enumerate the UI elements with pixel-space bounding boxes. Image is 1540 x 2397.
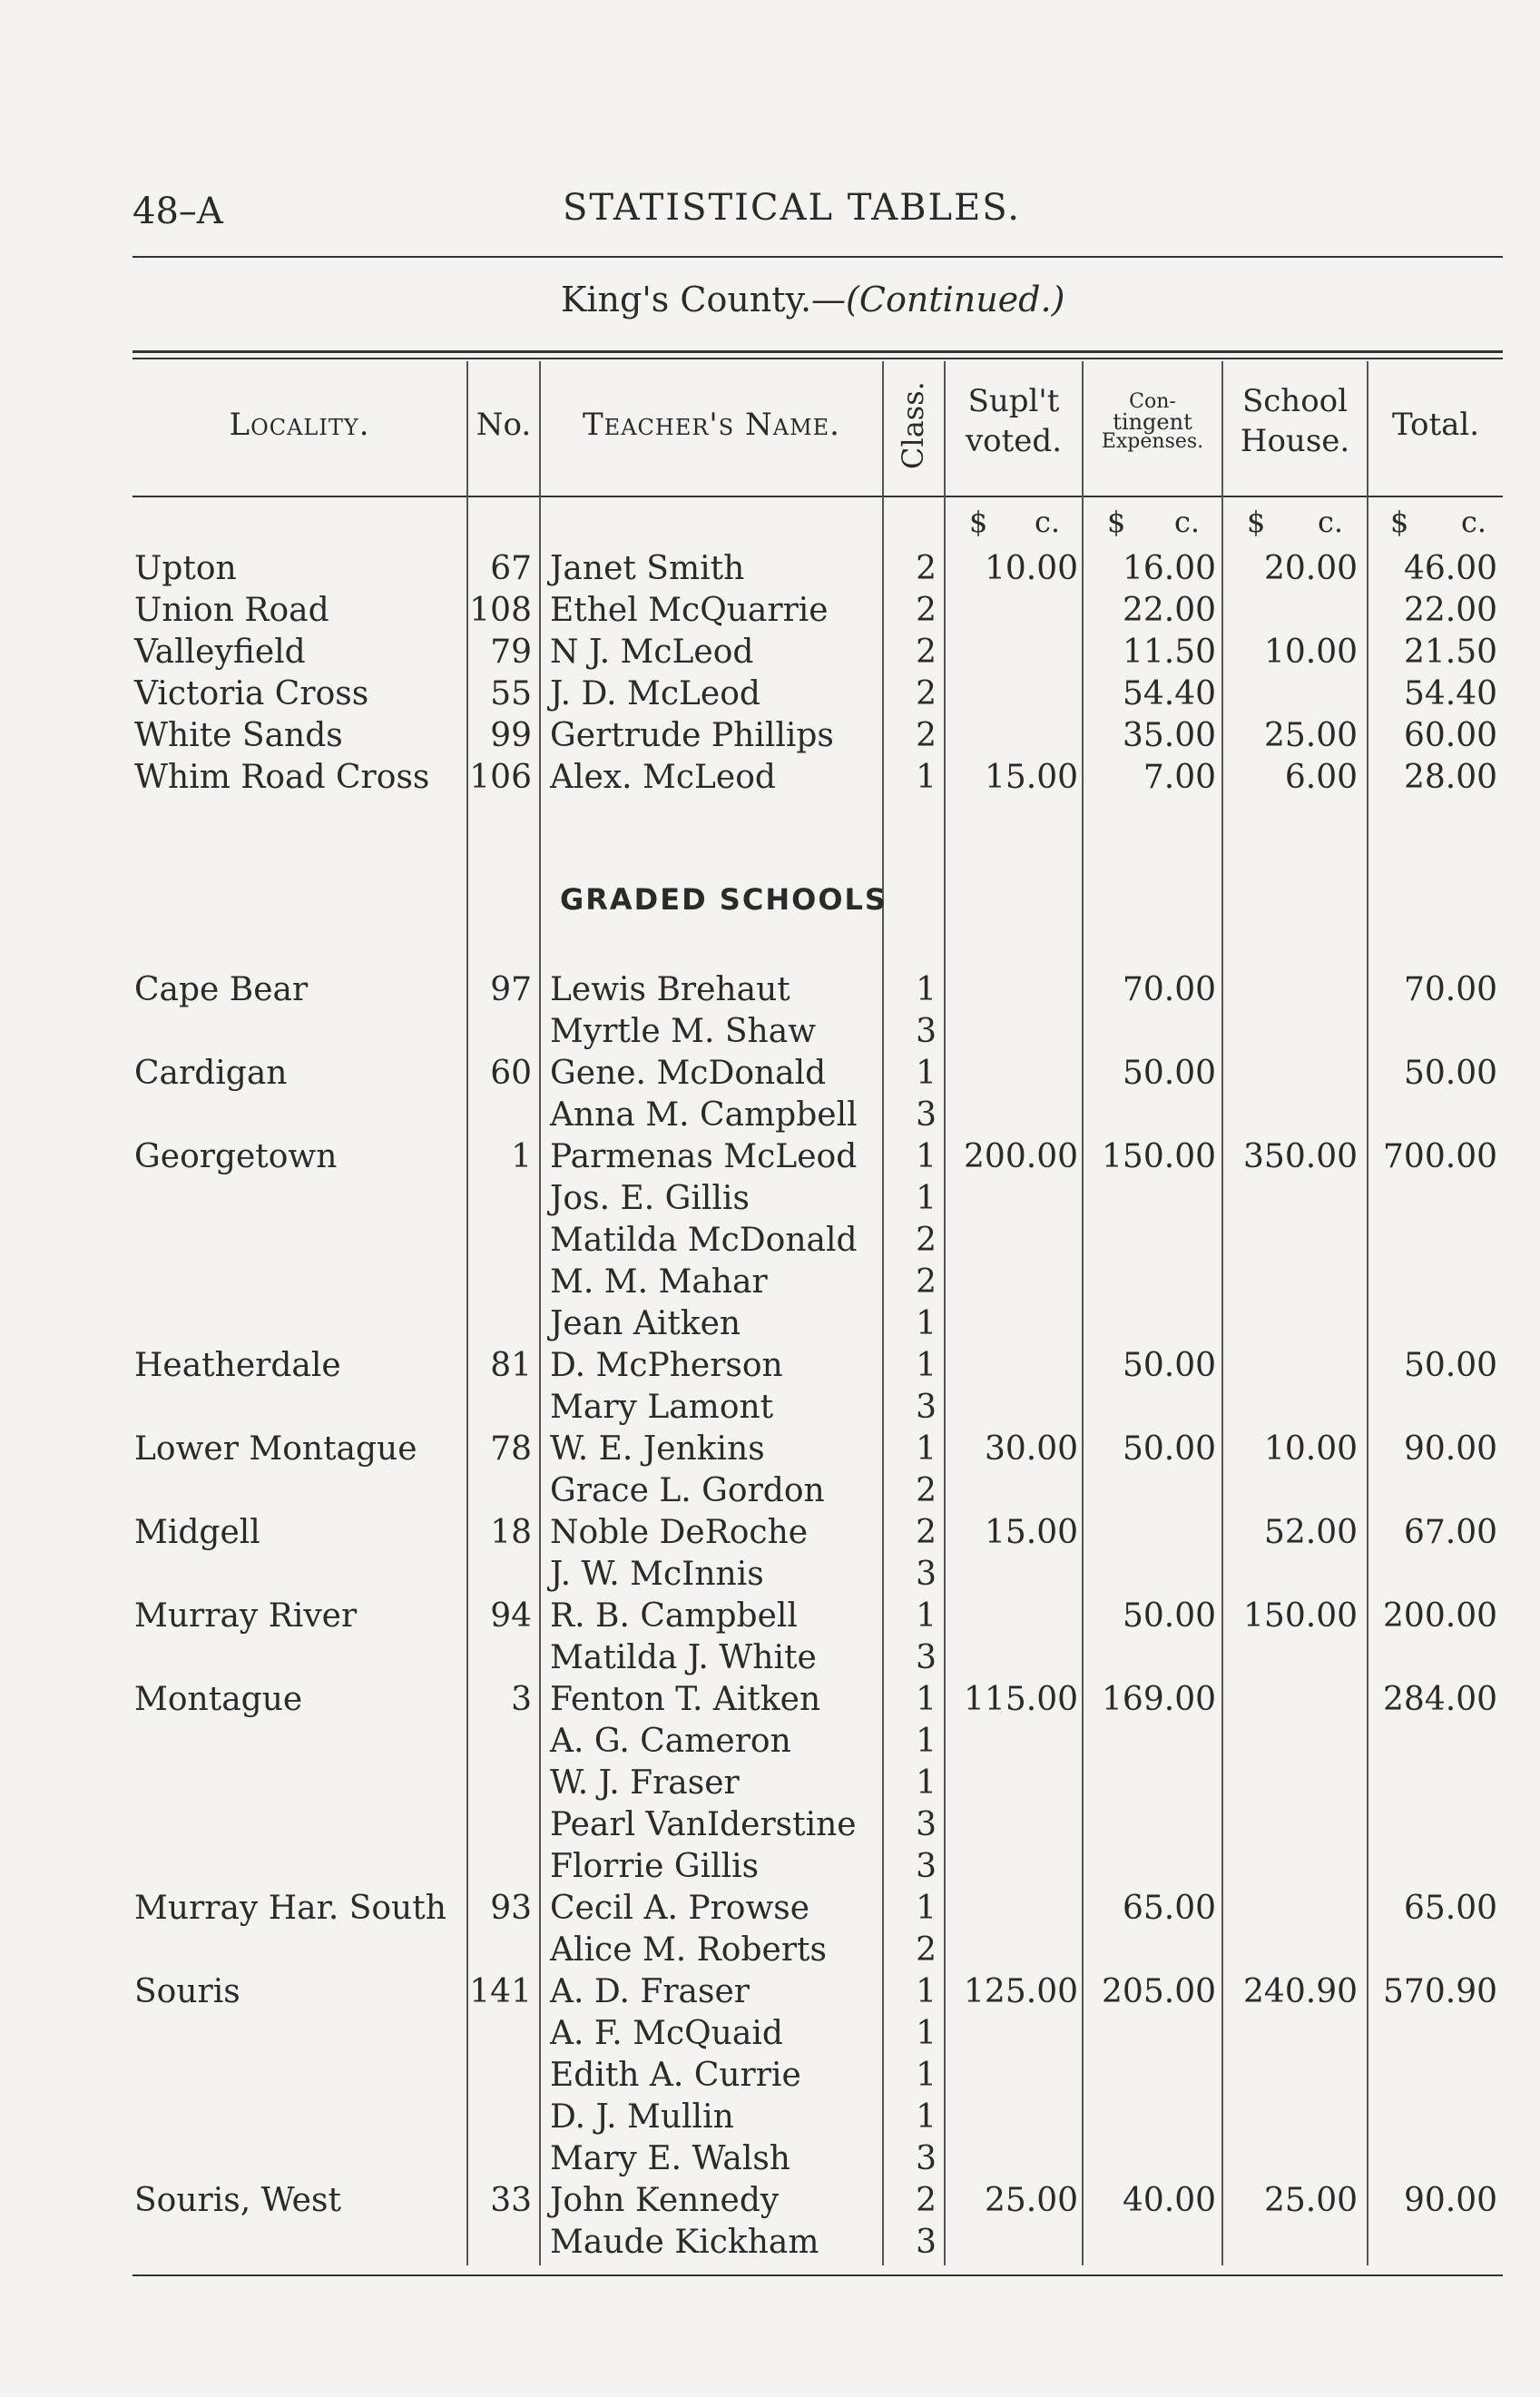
cell-total: 54.40 <box>1403 675 1497 712</box>
cell-contingent: 150.00 <box>1102 1138 1216 1175</box>
cell-total: 90.00 <box>1403 2182 1497 2219</box>
cell-school: 25.00 <box>1263 2182 1358 2219</box>
unit-dollar-total: $ <box>1390 505 1409 539</box>
cell-no: 97 <box>490 971 532 1008</box>
cell-class: 2 <box>916 1931 937 1969</box>
header-suplt-line2: voted. <box>965 423 1063 459</box>
cell-locality: Valleyfield <box>134 634 306 671</box>
cell-contingent: 50.00 <box>1122 1430 1216 1468</box>
cell-class: 1 <box>916 1890 937 1927</box>
cell-no: 106 <box>469 759 532 796</box>
header-school-line2: House. <box>1240 423 1350 459</box>
cell-school: 52.00 <box>1263 1514 1358 1551</box>
cell-teacher: Pearl VanIderstine <box>550 1806 857 1843</box>
cell-teacher: D. J. Mullin <box>550 2098 734 2136</box>
header-suplt-line1: Supl't <box>967 383 1060 419</box>
unit-cents-contingent: c. <box>1174 505 1201 539</box>
cell-class: 1 <box>916 1430 937 1468</box>
cell-locality: Heatherdale <box>134 1347 341 1384</box>
cell-teacher: Ethel McQuarrie <box>550 592 829 629</box>
col-divider-class <box>882 361 884 2265</box>
cell-teacher: Gene. McDonald <box>550 1055 827 1092</box>
cell-locality: Victoria Cross <box>134 675 369 712</box>
cell-class: 1 <box>916 2098 937 2136</box>
cell-contingent: 50.00 <box>1122 1055 1216 1092</box>
unit-dollar-school: $ <box>1247 505 1266 539</box>
header-contingent-line1: Con- <box>1129 390 1176 413</box>
cell-contingent: 50.00 <box>1122 1597 1216 1635</box>
cell-school: 240.90 <box>1243 1973 1358 2010</box>
cell-contingent: 11.50 <box>1122 634 1216 671</box>
cell-total: 60.00 <box>1403 717 1497 754</box>
cell-class: 2 <box>916 675 937 712</box>
cell-no: 18 <box>490 1514 532 1551</box>
cell-class: 1 <box>916 1681 937 1718</box>
cell-class: 1 <box>916 1764 937 1802</box>
cell-teacher: Alex. McLeod <box>550 759 776 796</box>
cell-class: 3 <box>916 1556 937 1593</box>
cell-no: 78 <box>490 1430 532 1468</box>
cell-contingent: 22.00 <box>1122 592 1216 629</box>
cell-teacher: Anna M. Campbell <box>550 1096 858 1134</box>
cell-no: 93 <box>490 1890 532 1927</box>
unit-cents-suplt: c. <box>1035 505 1061 539</box>
cell-no: 33 <box>490 2182 532 2219</box>
cell-class: 2 <box>916 550 937 587</box>
cell-locality: White Sands <box>134 717 343 754</box>
cell-class: 2 <box>916 2182 937 2219</box>
cell-teacher: Mary Lamont <box>550 1389 774 1426</box>
cell-class: 1 <box>916 1305 937 1342</box>
cell-teacher: Noble DeRoche <box>550 1514 809 1551</box>
cell-class: 1 <box>916 1597 937 1635</box>
cell-teacher: Matilda J. White <box>550 1639 817 1676</box>
header-contingent-line3: Expenses. <box>1101 430 1204 453</box>
page-title: STATISTICAL TABLES. <box>563 187 1021 229</box>
cell-teacher: J. D. McLeod <box>550 675 760 712</box>
cell-teacher: Myrtle M. Shaw <box>550 1013 817 1050</box>
cell-suplt: 15.00 <box>984 759 1078 796</box>
col-divider-teacher <box>539 361 541 2265</box>
cell-suplt: 115.00 <box>964 1681 1078 1718</box>
cell-total: 21.50 <box>1403 634 1497 671</box>
cell-locality: Midgell <box>134 1514 260 1551</box>
cell-locality: Lower Montague <box>134 1430 417 1468</box>
cell-no: 94 <box>490 1597 532 1635</box>
header-class: Class. <box>896 381 930 469</box>
cell-class: 2 <box>916 1222 937 1259</box>
cell-class: 2 <box>916 1263 937 1301</box>
cell-contingent: 50.00 <box>1122 1347 1216 1384</box>
cell-class: 2 <box>916 1514 937 1551</box>
cell-no: 55 <box>490 675 532 712</box>
cell-no: 141 <box>469 1973 532 2010</box>
cell-total: 570.90 <box>1383 1973 1497 2010</box>
unit-dollar-contingent: $ <box>1107 505 1126 539</box>
cell-teacher: W. J. Fraser <box>550 1764 740 1802</box>
cell-no: 79 <box>490 634 532 671</box>
cell-teacher: Gertrude Phillips <box>550 717 834 754</box>
cell-class: 2 <box>916 1472 937 1509</box>
cell-no: 3 <box>511 1681 532 1718</box>
cell-class: 1 <box>916 2057 937 2094</box>
cell-teacher: Florrie Gillis <box>550 1848 760 1885</box>
cell-total: 200.00 <box>1383 1597 1497 1635</box>
cell-class: 1 <box>916 971 937 1008</box>
cell-class: 1 <box>916 1347 937 1384</box>
cell-teacher: Jos. E. Gillis <box>550 1180 750 1217</box>
cell-class: 1 <box>916 2015 937 2052</box>
header-no: No. <box>476 407 532 443</box>
cell-class: 3 <box>916 1848 937 1885</box>
cell-teacher: A. D. Fraser <box>550 1973 750 2010</box>
cell-total: 70.00 <box>1403 971 1497 1008</box>
cell-total: 67.00 <box>1403 1514 1497 1551</box>
cell-teacher: W. E. Jenkins <box>550 1430 765 1468</box>
cell-suplt: 200.00 <box>964 1138 1078 1175</box>
cell-class: 2 <box>916 592 937 629</box>
cell-contingent: 169.00 <box>1102 1681 1216 1718</box>
header-locality: Locality. <box>229 407 370 443</box>
table-subtitle <box>561 280 1064 319</box>
cell-class: 1 <box>916 1180 937 1217</box>
cell-contingent: 70.00 <box>1122 971 1216 1008</box>
cell-no: 60 <box>490 1055 532 1092</box>
cell-contingent: 54.40 <box>1122 675 1216 712</box>
cell-class: 3 <box>916 2224 937 2261</box>
cell-teacher: Cecil A. Prowse <box>550 1890 810 1927</box>
cell-teacher: Janet Smith <box>550 550 745 587</box>
header-suplt <box>946 381 1082 461</box>
cell-contingent: 7.00 <box>1143 759 1216 796</box>
rule-header-top-2 <box>132 358 1503 359</box>
cell-class: 1 <box>916 1138 937 1175</box>
cell-no: 81 <box>490 1347 532 1384</box>
cell-teacher: Maude Kickham <box>550 2224 819 2261</box>
cell-teacher: R. B. Campbell <box>550 1597 798 1635</box>
cell-teacher: M. M. Mahar <box>550 1263 768 1301</box>
cell-teacher: Jean Aitken <box>550 1305 741 1342</box>
cell-locality: Montague <box>134 1681 303 1718</box>
cell-suplt: 125.00 <box>964 1973 1078 2010</box>
cell-class: 3 <box>916 1389 937 1426</box>
cell-class: 1 <box>916 1055 937 1092</box>
cell-locality: Souris, West <box>134 2182 341 2219</box>
cell-locality: Cape Bear <box>134 971 309 1008</box>
unit-cents-school: c. <box>1318 505 1344 539</box>
rule-bottom <box>132 2274 1503 2276</box>
cell-teacher: Lewis Brehaut <box>550 971 790 1008</box>
cell-class: 2 <box>916 717 937 754</box>
cell-school: 10.00 <box>1263 634 1358 671</box>
page-number: 48–A <box>132 191 223 232</box>
cell-total: 28.00 <box>1403 759 1497 796</box>
cell-total: 50.00 <box>1403 1055 1497 1092</box>
cell-class: 1 <box>916 759 937 796</box>
cell-teacher: N J. McLeod <box>550 634 754 671</box>
cell-locality: Upton <box>134 550 237 587</box>
cell-contingent: 35.00 <box>1122 717 1216 754</box>
cell-teacher: A. F. McQuaid <box>550 2015 783 2052</box>
subtitle-continued: (Continued.) <box>846 280 1065 319</box>
cell-teacher: Mary E. Walsh <box>550 2140 790 2177</box>
cell-suplt: 30.00 <box>984 1430 1078 1468</box>
cell-class: 3 <box>916 1096 937 1134</box>
header-teacher: Teacher's Name. <box>583 407 840 443</box>
cell-locality: Murray Har. South <box>134 1890 446 1927</box>
cell-total: 700.00 <box>1383 1138 1497 1175</box>
rule-top <box>132 256 1503 258</box>
cell-locality: Cardigan <box>134 1055 288 1092</box>
cell-suplt: 15.00 <box>984 1514 1078 1551</box>
cell-locality: Whim Road Cross <box>134 759 430 796</box>
cell-contingent: 205.00 <box>1102 1973 1216 2010</box>
unit-cents-total: c. <box>1461 505 1487 539</box>
cell-class: 2 <box>916 634 937 671</box>
cell-contingent: 40.00 <box>1122 2182 1216 2219</box>
cell-no: 108 <box>469 592 532 629</box>
cell-teacher: D. McPherson <box>550 1347 783 1384</box>
cell-teacher: Edith A. Currie <box>550 2057 801 2094</box>
header-contingent-line2: tingent <box>1113 409 1192 435</box>
cell-total: 65.00 <box>1403 1890 1497 1927</box>
cell-teacher: J. W. McInnis <box>550 1556 764 1593</box>
cell-contingent: 16.00 <box>1122 550 1216 587</box>
cell-class: 3 <box>916 1806 937 1843</box>
cell-locality: Georgetown <box>134 1138 338 1175</box>
header-contingent <box>1084 392 1221 452</box>
cell-class: 1 <box>916 1973 937 2010</box>
cell-school: 6.00 <box>1284 759 1358 796</box>
cell-school: 150.00 <box>1243 1597 1358 1635</box>
cell-total: 46.00 <box>1403 550 1497 587</box>
cell-contingent: 65.00 <box>1122 1890 1216 1927</box>
cell-teacher: Matilda McDonald <box>550 1222 858 1259</box>
section-heading-graded: GRADED SCHOOLS <box>560 882 888 917</box>
cell-school: 20.00 <box>1263 550 1358 587</box>
cell-total: 284.00 <box>1383 1681 1497 1718</box>
cell-locality: Union Road <box>134 592 329 629</box>
cell-no: 1 <box>511 1138 532 1175</box>
subtitle-main: King's County.— <box>561 280 847 319</box>
cell-teacher: Fenton T. Aitken <box>550 1681 821 1718</box>
cell-locality: Souris <box>134 1973 240 2010</box>
cell-teacher: Alice M. Roberts <box>550 1931 827 1969</box>
cell-class: 1 <box>916 1723 937 1760</box>
cell-class: 3 <box>916 1639 937 1676</box>
header-total: Total. <box>1391 407 1480 443</box>
cell-class: 3 <box>916 1013 937 1050</box>
cell-total: 22.00 <box>1403 592 1497 629</box>
cell-no: 67 <box>490 550 532 587</box>
cell-teacher: Parmenas McLeod <box>550 1138 858 1175</box>
cell-total: 50.00 <box>1403 1347 1497 1384</box>
cell-school: 10.00 <box>1263 1430 1358 1468</box>
cell-teacher: Grace L. Gordon <box>550 1472 825 1509</box>
cell-school: 350.00 <box>1243 1138 1358 1175</box>
unit-dollar-suplt: $ <box>969 505 988 539</box>
header-school <box>1223 381 1367 461</box>
rule-header-top-1 <box>132 350 1503 353</box>
cell-suplt: 25.00 <box>984 2182 1078 2219</box>
cell-school: 25.00 <box>1263 717 1358 754</box>
cell-suplt: 10.00 <box>984 550 1078 587</box>
cell-no: 99 <box>490 717 532 754</box>
cell-locality: Murray River <box>134 1597 358 1635</box>
rule-header-bottom <box>132 496 1503 497</box>
cell-total: 90.00 <box>1403 1430 1497 1468</box>
cell-class: 3 <box>916 2140 937 2177</box>
header-school-line1: School <box>1241 383 1349 419</box>
cell-teacher: John Kennedy <box>550 2182 780 2219</box>
cell-teacher: A. G. Cameron <box>550 1723 791 1760</box>
